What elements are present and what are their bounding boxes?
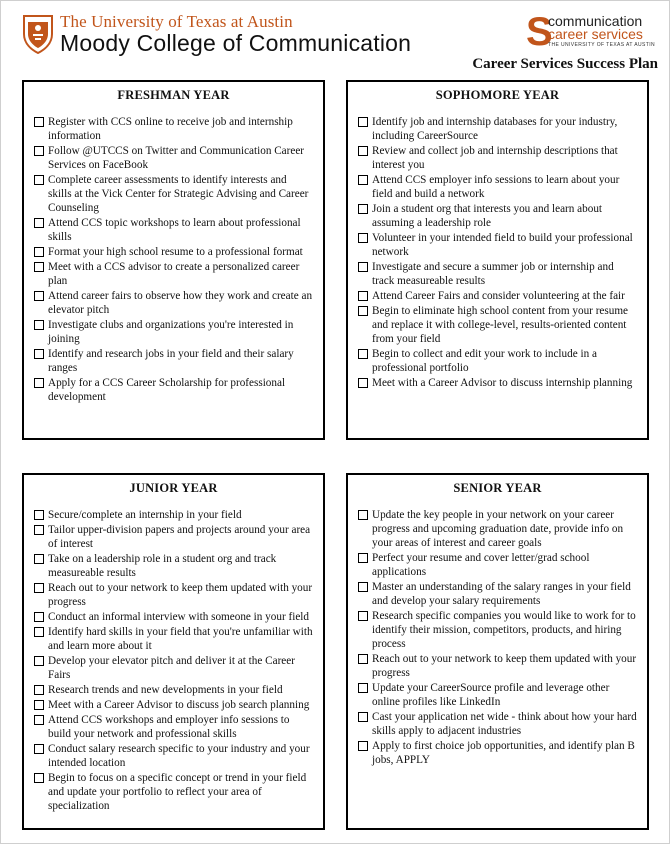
checkbox[interactable] bbox=[34, 510, 44, 520]
checkbox[interactable] bbox=[34, 685, 44, 695]
checklist-item-text: Attend CCS employer info sessions to learn about your field and build a network bbox=[372, 174, 620, 200]
checkbox[interactable] bbox=[358, 262, 368, 272]
checklist-item bbox=[358, 652, 637, 680]
ccs-s-icon: S bbox=[526, 10, 553, 54]
checkbox[interactable] bbox=[34, 291, 44, 301]
sophomore-title: SOPHOMORE YEAR bbox=[435, 88, 560, 102]
checkbox[interactable] bbox=[358, 175, 368, 185]
checklist-item bbox=[34, 173, 313, 215]
checklist-item-text: Follow @UTCCS on Twitter and Communication Career Services on FaceBook bbox=[48, 145, 305, 171]
college-name: Moody College of Communication bbox=[60, 30, 412, 56]
checkbox[interactable] bbox=[34, 612, 44, 622]
sophomore-checklist bbox=[358, 115, 637, 390]
checklist-item bbox=[34, 713, 313, 741]
checklist-item bbox=[358, 376, 637, 390]
checklist-item-text: Research trends and new developments in your field bbox=[48, 684, 283, 696]
university-name: The University of Texas at Austin bbox=[60, 12, 293, 31]
checkbox[interactable] bbox=[34, 262, 44, 272]
checklist-item-text: Identify and research jobs in your field and their salary ranges bbox=[48, 348, 294, 374]
checklist-item-text: Cast your application net wide - think about how your hard skills apply to adjacent industries bbox=[372, 711, 637, 737]
checklist-item-text: Master an understanding of the salary ranges in your field and develop your salary requirements bbox=[372, 581, 631, 607]
checklist-item bbox=[358, 144, 637, 172]
checklist-item bbox=[34, 742, 313, 770]
checklist-item bbox=[358, 710, 637, 738]
checkbox[interactable] bbox=[358, 349, 368, 359]
checklist-item-text: Begin to eliminate high school content from your resume and replace it with college-level, results-oriented content from your field bbox=[372, 305, 629, 345]
checklist-item bbox=[358, 551, 637, 579]
checklist-item-text: Investigate clubs and organizations you're interested in joining bbox=[48, 319, 294, 345]
checklist-item bbox=[34, 698, 313, 712]
checkbox[interactable] bbox=[34, 378, 44, 388]
checkbox[interactable] bbox=[34, 117, 44, 127]
checkbox[interactable] bbox=[358, 611, 368, 621]
checkbox[interactable] bbox=[34, 349, 44, 359]
checklist-item bbox=[358, 609, 637, 651]
checklist-item-text: Reach out to your network to keep them updated with your progress bbox=[48, 582, 313, 608]
checklist-item-text: Identify job and internship databases for your industry, including CareerSource bbox=[372, 116, 618, 142]
checkbox[interactable] bbox=[358, 233, 368, 243]
sophomore-panel bbox=[346, 80, 649, 440]
checkbox[interactable] bbox=[358, 553, 368, 563]
checkbox[interactable] bbox=[34, 700, 44, 710]
checklist-item-text: Conduct salary research specific to your industry and your intended location bbox=[48, 743, 310, 769]
checklist-item-text: Reach out to your network to keep them updated with your progress bbox=[372, 653, 637, 679]
junior-checklist bbox=[34, 508, 313, 813]
freshman-panel bbox=[22, 80, 325, 440]
checklist-item bbox=[34, 771, 313, 813]
junior-title: JUNIOR YEAR bbox=[129, 481, 218, 495]
checklist-item-text: Attend career fairs to observe how they work and create an elevator pitch bbox=[48, 290, 313, 316]
checklist-item-text: Meet with a Career Advisor to discuss job search planning bbox=[48, 699, 310, 711]
checklist-item bbox=[358, 347, 637, 375]
checklist-item-text: Perfect your resume and cover letter/grad school applications bbox=[372, 552, 590, 578]
checklist-item bbox=[34, 625, 313, 653]
freshman-title: FRESHMAN YEAR bbox=[117, 88, 230, 102]
checkbox[interactable] bbox=[34, 715, 44, 725]
checklist-item bbox=[358, 115, 637, 143]
checklist-item bbox=[34, 654, 313, 682]
checkbox[interactable] bbox=[358, 306, 368, 316]
checkbox[interactable] bbox=[358, 146, 368, 156]
checklist-item bbox=[34, 508, 313, 522]
checkbox[interactable] bbox=[358, 291, 368, 301]
checklist-item-text: Volunteer in your intended field to build your professional network bbox=[372, 232, 633, 258]
checklist-item-text: Apply for a CCS Career Scholarship for professional development bbox=[48, 377, 286, 403]
checkbox[interactable] bbox=[34, 627, 44, 637]
checklist-item bbox=[358, 580, 637, 608]
checklist-item-text: Begin to focus on a specific concept or trend in your field and update your portfolio to reflect your area of specialization bbox=[48, 772, 307, 812]
junior-panel bbox=[22, 473, 325, 830]
checkbox[interactable] bbox=[358, 510, 368, 520]
checkbox[interactable] bbox=[34, 146, 44, 156]
checklist-item bbox=[358, 739, 637, 767]
checklist-item-text: Attend CCS workshops and employer info sessions to build your network and professional skills bbox=[48, 714, 290, 740]
checklist-item-text: Meet with a CCS advisor to create a personalized career plan bbox=[48, 261, 300, 287]
checklist-item bbox=[358, 681, 637, 709]
checklist-item-text: Complete career assessments to identify interests and skills at the Vick Center for Strategic Advising and Career Counseling bbox=[48, 174, 309, 214]
checkbox[interactable] bbox=[358, 683, 368, 693]
checklist-item-text: Identify hard skills in your field that you're unfamiliar with and learn more about it bbox=[48, 626, 313, 652]
checklist-item-text: Attend CCS topic workshops to learn about professional skills bbox=[48, 217, 301, 243]
checkbox[interactable] bbox=[358, 204, 368, 214]
checklist-item bbox=[358, 202, 637, 230]
checkbox[interactable] bbox=[34, 247, 44, 257]
senior-checklist bbox=[358, 508, 637, 767]
checklist-item-text: Secure/complete an internship in your field bbox=[48, 509, 242, 521]
checklist-item bbox=[34, 581, 313, 609]
ccs-line1: communication bbox=[548, 13, 643, 29]
checklist-item-text: Tailor upper-division papers and projects around your area of interest bbox=[48, 524, 311, 550]
checkbox[interactable] bbox=[34, 525, 44, 535]
checkbox[interactable] bbox=[358, 741, 368, 751]
checkbox[interactable] bbox=[34, 583, 44, 593]
checklist-item-text: Develop your elevator pitch and deliver it at the Career Fairs bbox=[48, 655, 295, 681]
checklist-item bbox=[34, 523, 313, 551]
checklist-item bbox=[34, 216, 313, 244]
ut-seal-icon bbox=[22, 14, 54, 54]
checklist-item bbox=[358, 508, 637, 550]
checklist-item-text: Join a student org that interests you and learn about assuming a leadership role bbox=[372, 203, 603, 229]
checklist-item-text: Update the key people in your network on your career progress and upcoming graduation date, provide info on your areas of interest and career goals bbox=[372, 509, 624, 549]
checklist-item-text: Register with CCS online to receive job and internship information bbox=[48, 116, 293, 142]
checklist-item bbox=[34, 318, 313, 346]
checklist-item bbox=[34, 376, 313, 404]
checkbox[interactable] bbox=[34, 744, 44, 754]
checklist-item bbox=[34, 289, 313, 317]
checklist-item-text: Attend Career Fairs and consider volunteering at the fair bbox=[372, 290, 625, 302]
plan-title: Career Services Success Plan bbox=[472, 56, 658, 72]
checklist-item bbox=[34, 144, 313, 172]
ccs-line3: THE UNIVERSITY OF TEXAS AT AUSTIN bbox=[548, 42, 656, 48]
checklist-item bbox=[358, 304, 637, 346]
checkbox[interactable] bbox=[358, 117, 368, 127]
checkbox[interactable] bbox=[34, 175, 44, 185]
checklist-item-text: Apply to first choice job opportunities, and identify plan B jobs, APPLY bbox=[372, 740, 635, 766]
checklist-item bbox=[34, 610, 313, 624]
checklist-item bbox=[34, 683, 313, 697]
checklist-item bbox=[358, 173, 637, 201]
checklist-item-text: Update your CareerSource profile and leverage other online profiles like LinkedIn bbox=[372, 682, 610, 708]
checklist-item-text: Review and collect job and internship descriptions that interest you bbox=[372, 145, 618, 171]
checklist-item-text: Conduct an informal interview with someone in your field bbox=[48, 611, 309, 623]
checklist-item-text: Format your high school resume to a professional format bbox=[48, 246, 303, 258]
checkbox[interactable] bbox=[358, 378, 368, 388]
checklist-item bbox=[358, 231, 637, 259]
checklist-item bbox=[358, 260, 637, 288]
checkbox[interactable] bbox=[34, 554, 44, 564]
checklist-item-text: Meet with a Career Advisor to discuss internship planning bbox=[372, 377, 633, 389]
checklist-item bbox=[358, 289, 637, 303]
checkbox[interactable] bbox=[358, 712, 368, 722]
ccs-line2: career services bbox=[548, 26, 643, 42]
checklist-item bbox=[34, 115, 313, 143]
checklist-item bbox=[34, 245, 313, 259]
checkbox[interactable] bbox=[358, 654, 368, 664]
senior-title: SENIOR YEAR bbox=[453, 481, 542, 495]
checklist-item-text: Investigate and secure a summer job or internship and track measureable results bbox=[372, 261, 614, 287]
checklist-item bbox=[34, 347, 313, 375]
checkbox[interactable] bbox=[34, 656, 44, 666]
checkbox[interactable] bbox=[34, 218, 44, 228]
freshman-checklist bbox=[34, 115, 313, 404]
checklist-item bbox=[34, 552, 313, 580]
ccs-logo bbox=[526, 12, 660, 52]
checklist-item-text: Research specific companies you would like to work for to identify their mission, competitors, products, and hiring process bbox=[372, 610, 636, 650]
checkbox[interactable] bbox=[34, 320, 44, 330]
checklist-item bbox=[34, 260, 313, 288]
checklist-item-text: Begin to collect and edit your work to include in a professional portfolio bbox=[372, 348, 597, 374]
checkbox[interactable] bbox=[358, 582, 368, 592]
checkbox[interactable] bbox=[34, 773, 44, 783]
senior-panel bbox=[346, 473, 649, 830]
checklist-item-text: Take on a leadership role in a student org and track measureable results bbox=[48, 553, 277, 579]
